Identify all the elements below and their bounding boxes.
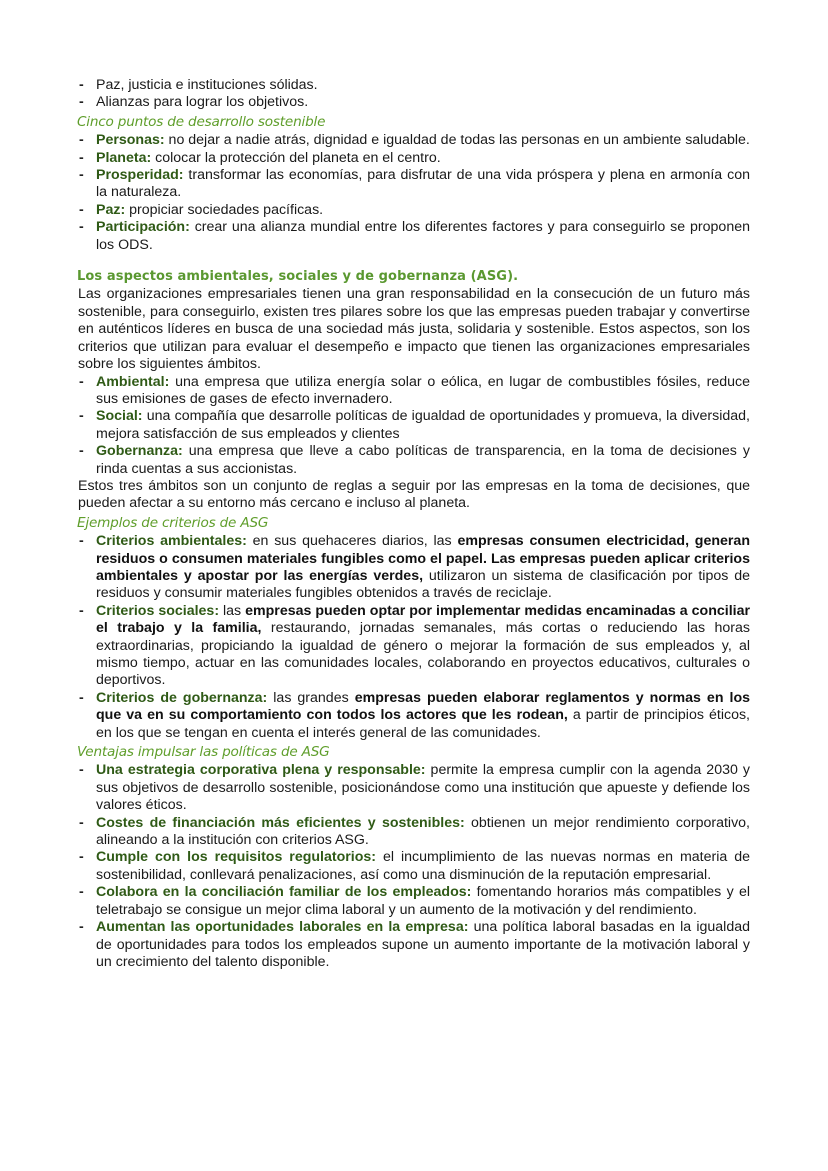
item-text: propiciar sociedades pacíficas.: [125, 201, 324, 218]
list-item: [78, 849, 750, 884]
item-text: transformar las economías, para disfrutar de una vida próspera y plena en armonía con la naturaleza.: [96, 167, 750, 201]
item-text: crear una alianza mundial entre los diferentes factores y para conseguirlo se proponen los ODS.: [96, 219, 750, 253]
item-term: Planeta:: [96, 149, 152, 166]
item-text: las: [219, 602, 246, 619]
item-term: Aumentan las oportunidades laborales en la empresa:: [96, 919, 469, 936]
document-content: [78, 77, 750, 971]
cinco-puntos-list: [78, 132, 750, 254]
list-item: [78, 132, 750, 149]
list-item: [78, 815, 750, 850]
item-term: Gobernanza:: [96, 443, 183, 460]
list-item: [78, 919, 750, 971]
section-heading-ejemplos: Ejemplos de criterios de ASG: [77, 514, 269, 531]
item-text: no dejar a nadie atrás, dignidad e igualdad de todas las personas en un ambiente saludable.: [164, 132, 750, 149]
item-text: permite la empresa cumplir con la agenda 2030 y sus objetivos de desarrollo sostenible, posicionándose como una institución que apueste y defiende los valores éticos.: [96, 762, 750, 814]
item-text: a partir de principios éticos, en los que se tengan en cuenta el interés general de las comunidades.: [96, 707, 750, 741]
list-item: - Alianzas para lograr los objetivos.: [78, 94, 750, 111]
list-item: [78, 603, 750, 690]
item-term: Costes de financiación más eficientes y sostenibles:: [96, 814, 465, 831]
list-item: - Paz, justicia e instituciones sólidas.: [78, 77, 750, 94]
item-term: Paz:: [96, 201, 126, 218]
item-text: colocar la protección del planeta en el centro.: [151, 149, 441, 166]
item-text: en sus quehaceres diarios, las: [246, 533, 458, 550]
item-text: utilizaron un sistema de clasificación por tipos de residuos y consumir materiales fungibles obtenidos a través de reciclaje.: [96, 567, 750, 602]
ejemplos-list: [78, 533, 750, 742]
item-text: una empresa que utiliza energía solar o eólica, en lugar de combustibles fósiles, reduce sus emisiones de gases de efecto invernadero.: [96, 373, 750, 407]
item-text: fomentando horarios más compatibles y el teletrabajo se consigue un mejor clima laboral y un aumento de la motivación y del rendimiento.: [96, 884, 751, 918]
section-heading-cinco-puntos: Cinco puntos de desarrollo sostenible: [77, 113, 326, 130]
item-term: Una estrategia corporativa plena y responsable:: [96, 762, 426, 779]
item-term: Prosperidad:: [96, 167, 184, 184]
item-term: Social:: [96, 408, 143, 425]
list-item: [78, 443, 750, 478]
item-emphasis: empresas pueden optar por implementar medidas encaminadas a conciliar el trabajo y la familia,: [96, 602, 750, 637]
section-heading-ventajas: Ventajas impulsar las políticas de ASG: [77, 744, 330, 761]
item-text: obtienen un mejor rendimiento corporativo, alineando a la institución con criterios ASG.: [96, 814, 750, 849]
ventajas-list: [78, 762, 750, 971]
list-item: [78, 219, 750, 254]
list-item: [78, 884, 750, 919]
list-item: [78, 690, 750, 742]
section-heading-asg: Los aspectos ambientales, sociales y de gobernanza (ASG).: [77, 269, 519, 285]
item-term: Criterios ambientales:: [96, 533, 247, 550]
item-term: Criterios de gobernanza:: [96, 689, 268, 706]
item-term: Criterios sociales:: [96, 602, 220, 619]
list-item: [78, 408, 750, 443]
item-term: Participación:: [96, 219, 190, 236]
item-term: Cumple con los requisitos regulatorios:: [96, 849, 377, 866]
list-item: [78, 167, 750, 202]
list-item: [78, 202, 750, 219]
item-emphasis: empresas pueden elaborar reglamentos y normas en los que va en su comportamiento con todos los actores que les rodean,: [96, 689, 750, 724]
item-term: Personas:: [96, 132, 165, 149]
item-text: restaurando, jornadas semanales, más cortas o reduciendo las horas extraordinarias, propiciando la igualdad de género o mejorar la formación de sus empleados y, al mismo tiempo, actuar en las comunidades locales, colaborando en proyectos educativos, culturales o deportivos.: [96, 620, 751, 689]
list-item: [78, 150, 750, 167]
ods-list: [78, 77, 750, 112]
item-text: una empresa que lleve a cabo políticas de transparencia, en la toma de decisiones y rinda cuentas a sus accionistas.: [96, 443, 750, 477]
item-text: el incumplimiento de las nuevas normas en materia de sostenibilidad, conllevará penalizaciones, así como una disminución de la reputación empresarial.: [96, 849, 751, 883]
item-text: una compañía que desarrolle políticas de igualdad de oportunidades y promueva, la diversidad, mejora satisfacción de sus empleados y clientes: [96, 408, 750, 442]
item-text: las grandes: [267, 689, 355, 706]
asg-closing-paragraph: Estos tres ámbitos son un conjunto de reglas a seguir por las empresas en la toma de decisiones, que pueden afectar a su entorno más cercano e incluso al planeta.: [78, 477, 750, 512]
item-term: Colabora en la conciliación familiar de los empleados:: [96, 884, 472, 901]
item-text: una política laboral basadas en la igualdad de oportunidades para todos los empleados supone un aumento importante de la motivación laboral y un crecimiento del talento disponible.: [96, 919, 750, 970]
list-item: [78, 762, 750, 814]
asg-list: [78, 374, 750, 478]
item-emphasis: empresas consumen electricidad, generan residuos o consumen materiales fungibles como el papel. Las empresas pueden aplicar criterios ambientales y apostar por las energías verdes,: [96, 533, 750, 584]
list-item: [78, 374, 750, 409]
asg-intro-paragraph: Las organizaciones empresariales tienen una gran responsabilidad en la consecución de un futuro más sostenible, para conseguirlo, existen tres pilares sobre los que las empresas pueden trabajar y convertirse en auténticos líderes en busca de una sociedad más justa, solidaria y sostenible. Estos aspectos, son los criterios que utilizan para evaluar el desempeño e impacto que tienen las organizaciones empresariales sobre los siguientes ámbitos.: [78, 286, 750, 373]
item-term: Ambiental:: [96, 373, 170, 390]
list-item: [78, 533, 750, 603]
